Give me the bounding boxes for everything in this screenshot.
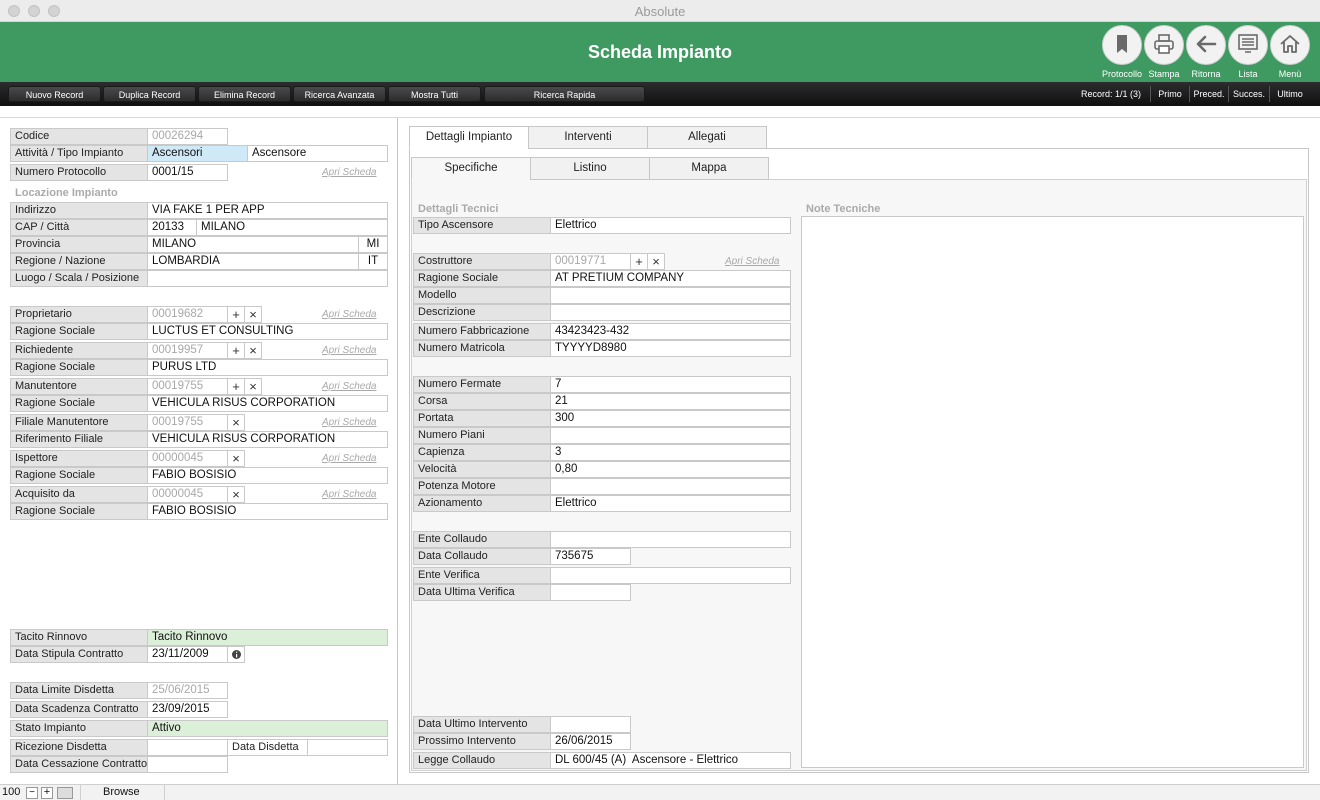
- codice-row: [10, 128, 228, 145]
- zoom-in-button[interactable]: [41, 787, 53, 799]
- ispettore-code-field[interactable]: 00000045: [148, 450, 228, 467]
- costruttore-remove-button[interactable]: [648, 253, 665, 270]
- codice-label: Codice: [10, 128, 148, 145]
- duplica-record-button[interactable]: Duplica Record: [103, 86, 196, 102]
- provincia-sigla-field[interactable]: MI: [359, 236, 388, 253]
- printer-icon: [1153, 34, 1175, 57]
- window-title: Absolute: [634, 4, 686, 19]
- legge-collaudo-label: Legge Collaudo: [413, 752, 551, 769]
- matricola-label: Numero Matricola: [413, 340, 551, 357]
- proprietario-apri-scheda-link[interactable]: Apri Scheda: [322, 309, 377, 320]
- attivita-label: Attività / Tipo Impianto: [10, 145, 148, 162]
- limite-field[interactable]: 25/06/2015: [148, 682, 228, 699]
- ultimo-intervento-row: [413, 716, 631, 733]
- elimina-record-button[interactable]: Elimina Record: [198, 86, 291, 102]
- status-bar: [0, 784, 1320, 800]
- close-icon: ×: [249, 307, 257, 322]
- filiale-rs-label: Riferimento Filiale: [10, 431, 148, 448]
- ente-collaudo-field[interactable]: [551, 531, 791, 548]
- prossimo-intervento-field[interactable]: 26/06/2015: [551, 733, 631, 750]
- manutentore-add-button[interactable]: [228, 378, 245, 395]
- corsa-row: [413, 393, 791, 410]
- regione-row: [10, 253, 388, 270]
- close-icon: ×: [232, 451, 240, 466]
- ritorna-button[interactable]: [1185, 25, 1227, 79]
- indirizzo-row: [10, 202, 388, 219]
- tab-mappa[interactable]: Mappa: [649, 157, 769, 180]
- scadenza-field[interactable]: 23/09/2015: [148, 701, 228, 718]
- close-icon: ×: [249, 343, 257, 358]
- lista-button[interactable]: [1227, 25, 1269, 79]
- manutentore-rs-label: Ragione Sociale: [10, 395, 148, 412]
- proprietario-rs-field[interactable]: LUCTUS ET CONSULTING: [148, 323, 388, 340]
- note-tecniche-textarea[interactable]: [801, 216, 1304, 768]
- ente-collaudo-label: Ente Collaudo: [413, 531, 551, 548]
- close-icon: ×: [249, 379, 257, 394]
- acquisito-rs-label: Ragione Sociale: [10, 503, 148, 520]
- luogo-field[interactable]: [148, 270, 388, 287]
- azionamento-row: [413, 495, 791, 512]
- richiedente-label: Richiedente: [10, 342, 148, 359]
- ultima-verifica-field[interactable]: [551, 584, 631, 601]
- note-tecniche-title: Note Tecniche: [806, 203, 881, 215]
- velocita-label: Velocità: [413, 461, 551, 478]
- tab-allegati[interactable]: Allegati: [647, 126, 767, 149]
- manutentore-rs-field[interactable]: VEHICULA RISUS CORPORATION: [148, 395, 388, 412]
- matricola-field[interactable]: TYYYYD8980: [551, 340, 791, 357]
- prossimo-intervento-row: [413, 733, 631, 750]
- stampa-label: Stampa: [1148, 69, 1180, 79]
- manutentore-rs-row: [10, 395, 388, 412]
- fabbricazione-row: [413, 323, 791, 340]
- proprietario-label: Proprietario: [10, 306, 148, 323]
- ispettore-rs-label: Ragione Sociale: [10, 467, 148, 484]
- ispettore-rs-row: [10, 467, 388, 484]
- list-icon: [1237, 34, 1259, 57]
- potenza-field[interactable]: [551, 478, 791, 495]
- costruttore-rs-field[interactable]: AT PRETIUM COMPANY: [551, 270, 791, 287]
- richiedente-apri-scheda-link[interactable]: Apri Scheda: [322, 345, 377, 356]
- primo-button[interactable]: Primo: [1158, 89, 1182, 99]
- richiedente-row: [10, 342, 262, 359]
- acquisito-remove-button[interactable]: [228, 486, 245, 503]
- acquisito-apri-scheda-link[interactable]: Apri Scheda: [322, 489, 377, 500]
- citta-field[interactable]: MILANO: [197, 219, 388, 236]
- menu-button[interactable]: [1269, 25, 1311, 79]
- potenza-label: Potenza Motore: [413, 478, 551, 495]
- filiale-code-field[interactable]: 00019755: [148, 414, 228, 431]
- portata-label: Portata: [413, 410, 551, 427]
- piani-label: Numero Piani: [413, 427, 551, 444]
- info-icon: [232, 647, 241, 662]
- piani-field[interactable]: [551, 427, 791, 444]
- corsa-label: Corsa: [413, 393, 551, 410]
- limite-label: Data Limite Disdetta: [10, 682, 148, 699]
- cessazione-label: Data Cessazione Contratto: [10, 756, 148, 773]
- costruttore-row: [413, 253, 665, 270]
- descrizione-label: Descrizione: [413, 304, 551, 321]
- lista-label: Lista: [1238, 69, 1258, 79]
- richiedente-code-field[interactable]: 00019957: [148, 342, 228, 359]
- corsa-field[interactable]: 21: [551, 393, 791, 410]
- manutentore-remove-button[interactable]: [245, 378, 262, 395]
- luogo-label: Luogo / Scala / Posizione: [10, 270, 148, 287]
- stato-row: [10, 720, 388, 737]
- manutentore-code-field[interactable]: 00019755: [148, 378, 228, 395]
- proprietario-row: [10, 306, 262, 323]
- data-collaudo-field[interactable]: 735675: [551, 548, 631, 565]
- potenza-row: [413, 478, 791, 495]
- manutentore-apri-scheda-link[interactable]: Apri Scheda: [322, 381, 377, 392]
- ispettore-rs-field[interactable]: FABIO BOSISIO: [148, 467, 388, 484]
- toggle-toolbar-button[interactable]: [57, 787, 73, 799]
- locazione-section-title: Locazione Impianto: [15, 187, 118, 199]
- costruttore-rs-label: Ragione Sociale: [413, 270, 551, 287]
- ultima-verifica-label: Data Ultima Verifica: [413, 584, 551, 601]
- stato-label: Stato Impianto: [10, 720, 148, 737]
- cessazione-field[interactable]: [148, 756, 228, 773]
- nuovo-record-button[interactable]: Nuovo Record: [8, 86, 101, 102]
- matricola-row: [413, 340, 791, 357]
- ricerca-avanzata-button[interactable]: Ricerca Avanzata: [293, 86, 386, 102]
- velocita-field[interactable]: 0,80: [551, 461, 791, 478]
- stipula-row: [10, 646, 245, 663]
- tab-dettagli-impianto[interactable]: Dettagli Impianto: [409, 126, 529, 149]
- protocollo-label: Protocollo: [1101, 69, 1143, 79]
- zoom-out-button[interactable]: [26, 787, 38, 799]
- home-icon: [1279, 34, 1301, 57]
- data-collaudo-row: [413, 548, 631, 565]
- modello-label: Modello: [413, 287, 551, 304]
- plus-icon: +: [43, 786, 51, 798]
- capienza-row: [413, 444, 791, 461]
- acquisito-label: Acquisito da: [10, 486, 148, 503]
- costruttore-add-button[interactable]: [631, 253, 648, 270]
- stato-field[interactable]: Attivo: [148, 720, 388, 737]
- costruttore-code-field[interactable]: 00019771: [551, 253, 631, 270]
- tab-listino[interactable]: Listino: [530, 157, 650, 180]
- regione-field[interactable]: LOMBARDIA: [148, 253, 359, 270]
- manutentore-label: Manutentore: [10, 378, 148, 395]
- cap-field[interactable]: 20133: [148, 219, 197, 236]
- close-icon: ×: [232, 487, 240, 502]
- fermate-row: [413, 376, 791, 393]
- close-icon: ×: [232, 415, 240, 430]
- ricezione-row: [10, 739, 388, 756]
- nazione-sigla-field[interactable]: IT: [359, 253, 388, 270]
- luogo-row: [10, 270, 388, 287]
- filiale-apri-scheda-link[interactable]: Apri Scheda: [322, 417, 377, 428]
- data-collaudo-label: Data Collaudo: [413, 548, 551, 565]
- portata-field[interactable]: 300: [551, 410, 791, 427]
- ente-verifica-row: [413, 567, 791, 584]
- cessazione-row: [10, 756, 228, 773]
- stampa-button[interactable]: [1143, 25, 1185, 79]
- tacito-label: Tacito Rinnovo: [10, 629, 148, 646]
- richiedente-rs-field[interactable]: PURUS LTD: [148, 359, 388, 376]
- filiale-rs-row: [10, 431, 388, 448]
- tipo-ascensore-field[interactable]: Elettrico: [551, 217, 791, 234]
- mostra-tutti-button[interactable]: Mostra Tutti: [388, 86, 481, 102]
- limite-row: [10, 682, 228, 699]
- tacito-row: [10, 629, 388, 646]
- portata-row: [413, 410, 791, 427]
- protocollo-row: [10, 164, 228, 181]
- richiedente-rs-label: Ragione Sociale: [10, 359, 148, 376]
- filiale-remove-button[interactable]: [228, 414, 245, 431]
- tab-interventi[interactable]: Interventi: [528, 126, 648, 149]
- ultimo-button[interactable]: Ultimo: [1277, 89, 1303, 99]
- plus-icon: +: [232, 343, 240, 358]
- acquisito-code-field[interactable]: 00000045: [148, 486, 228, 503]
- attivita-row: [10, 145, 388, 162]
- ritorna-label: Ritorna: [1191, 69, 1221, 79]
- fermate-field[interactable]: 7: [551, 376, 791, 393]
- provincia-label: Provincia: [10, 236, 148, 253]
- filiale-rs-field[interactable]: VEHICULA RISUS CORPORATION: [148, 431, 388, 448]
- successivo-button[interactable]: Succes.: [1232, 89, 1265, 99]
- acquisito-rs-field[interactable]: FABIO BOSISIO: [148, 503, 388, 520]
- modello-row: [413, 287, 791, 304]
- ispettore-row: [10, 450, 245, 467]
- filiale-label: Filiale Manutentore: [10, 414, 148, 431]
- tab-specifiche[interactable]: Specifiche: [411, 157, 531, 180]
- ente-collaudo-row: [413, 531, 791, 548]
- proprietario-rs-label: Ragione Sociale: [10, 323, 148, 340]
- page-title: Scheda Impianto: [587, 42, 733, 62]
- proprietario-code-field[interactable]: 00019682: [148, 306, 228, 323]
- ricezione-label: Ricezione Disdetta: [10, 739, 148, 756]
- costruttore-apri-scheda-link[interactable]: Apri Scheda: [725, 256, 780, 267]
- data-disdetta-field[interactable]: [308, 739, 388, 756]
- azionamento-label: Azionamento: [413, 495, 551, 512]
- fabbricazione-label: Numero Fabbricazione: [413, 323, 551, 340]
- dettagli-tecnici-title: Dettagli Tecnici: [418, 203, 499, 215]
- indirizzo-field[interactable]: VIA FAKE 1 PER APP: [148, 202, 388, 219]
- panel-divider: [397, 118, 398, 784]
- richiedente-rs-row: [10, 359, 388, 376]
- proprietario-remove-button[interactable]: [245, 306, 262, 323]
- plus-icon: +: [232, 307, 240, 322]
- tipo-ascensore-label: Tipo Ascensore: [413, 217, 551, 234]
- modello-field[interactable]: [551, 287, 791, 304]
- protocollo-button[interactable]: [1101, 25, 1143, 79]
- fabbricazione-field[interactable]: 43423423-432: [551, 323, 791, 340]
- azionamento-field[interactable]: Elettrico: [551, 495, 791, 512]
- capienza-field[interactable]: 3: [551, 444, 791, 461]
- acquisito-row: [10, 486, 245, 503]
- toolbar: [0, 82, 1320, 106]
- minus-icon: −: [29, 787, 35, 798]
- ispettore-apri-scheda-link[interactable]: Apri Scheda: [322, 453, 377, 464]
- filiale-row: [10, 414, 245, 431]
- ispettore-remove-button[interactable]: [228, 450, 245, 467]
- tipo-ascensore-row: [413, 217, 791, 234]
- ultimo-intervento-field[interactable]: [551, 716, 631, 733]
- manutentore-row: [10, 378, 262, 395]
- ricerca-rapida-button[interactable]: Ricerca Rapida: [484, 86, 645, 102]
- record-status: Record: 1/1 (3): [1080, 89, 1142, 99]
- ente-verifica-label: Ente Verifica: [413, 567, 551, 584]
- menu-label: Menù: [1278, 69, 1302, 79]
- zoom-level[interactable]: 100: [2, 786, 21, 798]
- window-titlebar: [0, 0, 1320, 22]
- ultima-verifica-row: [413, 584, 631, 601]
- arrow-left-icon: [1195, 35, 1217, 56]
- acquisito-rs-row: [10, 503, 388, 520]
- proprietario-add-button[interactable]: [228, 306, 245, 323]
- fermate-label: Numero Fermate: [413, 376, 551, 393]
- provincia-row: [10, 236, 388, 253]
- plus-icon: +: [232, 379, 240, 394]
- proprietario-rs-row: [10, 323, 388, 340]
- piani-row: [413, 427, 791, 444]
- ispettore-label: Ispettore: [10, 450, 148, 467]
- ricezione-field[interactable]: [148, 739, 228, 756]
- legge-collaudo-row: [413, 752, 791, 769]
- scadenza-label: Data Scadenza Contratto: [10, 701, 148, 718]
- mode-indicator[interactable]: Browse: [103, 786, 140, 798]
- tipo-impianto-field[interactable]: Ascensore: [248, 145, 388, 162]
- velocita-row: [413, 461, 791, 478]
- protocollo-apri-scheda-link[interactable]: Apri Scheda: [322, 167, 377, 178]
- richiedente-add-button[interactable]: [228, 342, 245, 359]
- descrizione-row: [413, 304, 791, 321]
- ente-verifica-field[interactable]: [551, 567, 791, 584]
- plus-icon: +: [635, 254, 643, 269]
- precedente-button[interactable]: Preced.: [1193, 89, 1225, 99]
- cap-label: CAP / Città: [10, 219, 148, 236]
- legge-collaudo-field[interactable]: DL 600/45 (A) Ascensore - Elettrico: [551, 752, 791, 769]
- stipula-label: Data Stipula Contratto: [10, 646, 148, 663]
- scadenza-row: [10, 701, 228, 718]
- close-icon: ×: [652, 254, 660, 269]
- protocollo-label: Numero Protocollo: [10, 164, 148, 181]
- descrizione-field[interactable]: [551, 304, 791, 321]
- attivita-field[interactable]: Ascensori: [148, 145, 248, 162]
- codice-field[interactable]: 00026294: [148, 128, 228, 145]
- capienza-label: Capienza: [413, 444, 551, 461]
- cap-row: [10, 219, 388, 236]
- protocollo-field[interactable]: 0001/15: [148, 164, 228, 181]
- richiedente-remove-button[interactable]: [245, 342, 262, 359]
- stipula-info-button[interactable]: [228, 646, 245, 663]
- costruttore-rs-row: [413, 270, 791, 287]
- indirizzo-label: Indirizzo: [10, 202, 148, 219]
- tacito-field[interactable]: Tacito Rinnovo: [148, 629, 388, 646]
- provincia-field[interactable]: MILANO: [148, 236, 359, 253]
- prossimo-intervento-label: Prossimo Intervento: [413, 733, 551, 750]
- data-disdetta-label: Data Disdetta: [228, 739, 308, 756]
- app-header: [0, 22, 1320, 82]
- stipula-field[interactable]: 23/11/2009: [148, 646, 228, 663]
- regione-label: Regione / Nazione: [10, 253, 148, 270]
- bookmark-icon: [1114, 34, 1130, 57]
- costruttore-label: Costruttore: [413, 253, 551, 270]
- ultimo-intervento-label: Data Ultimo Intervento: [413, 716, 551, 733]
